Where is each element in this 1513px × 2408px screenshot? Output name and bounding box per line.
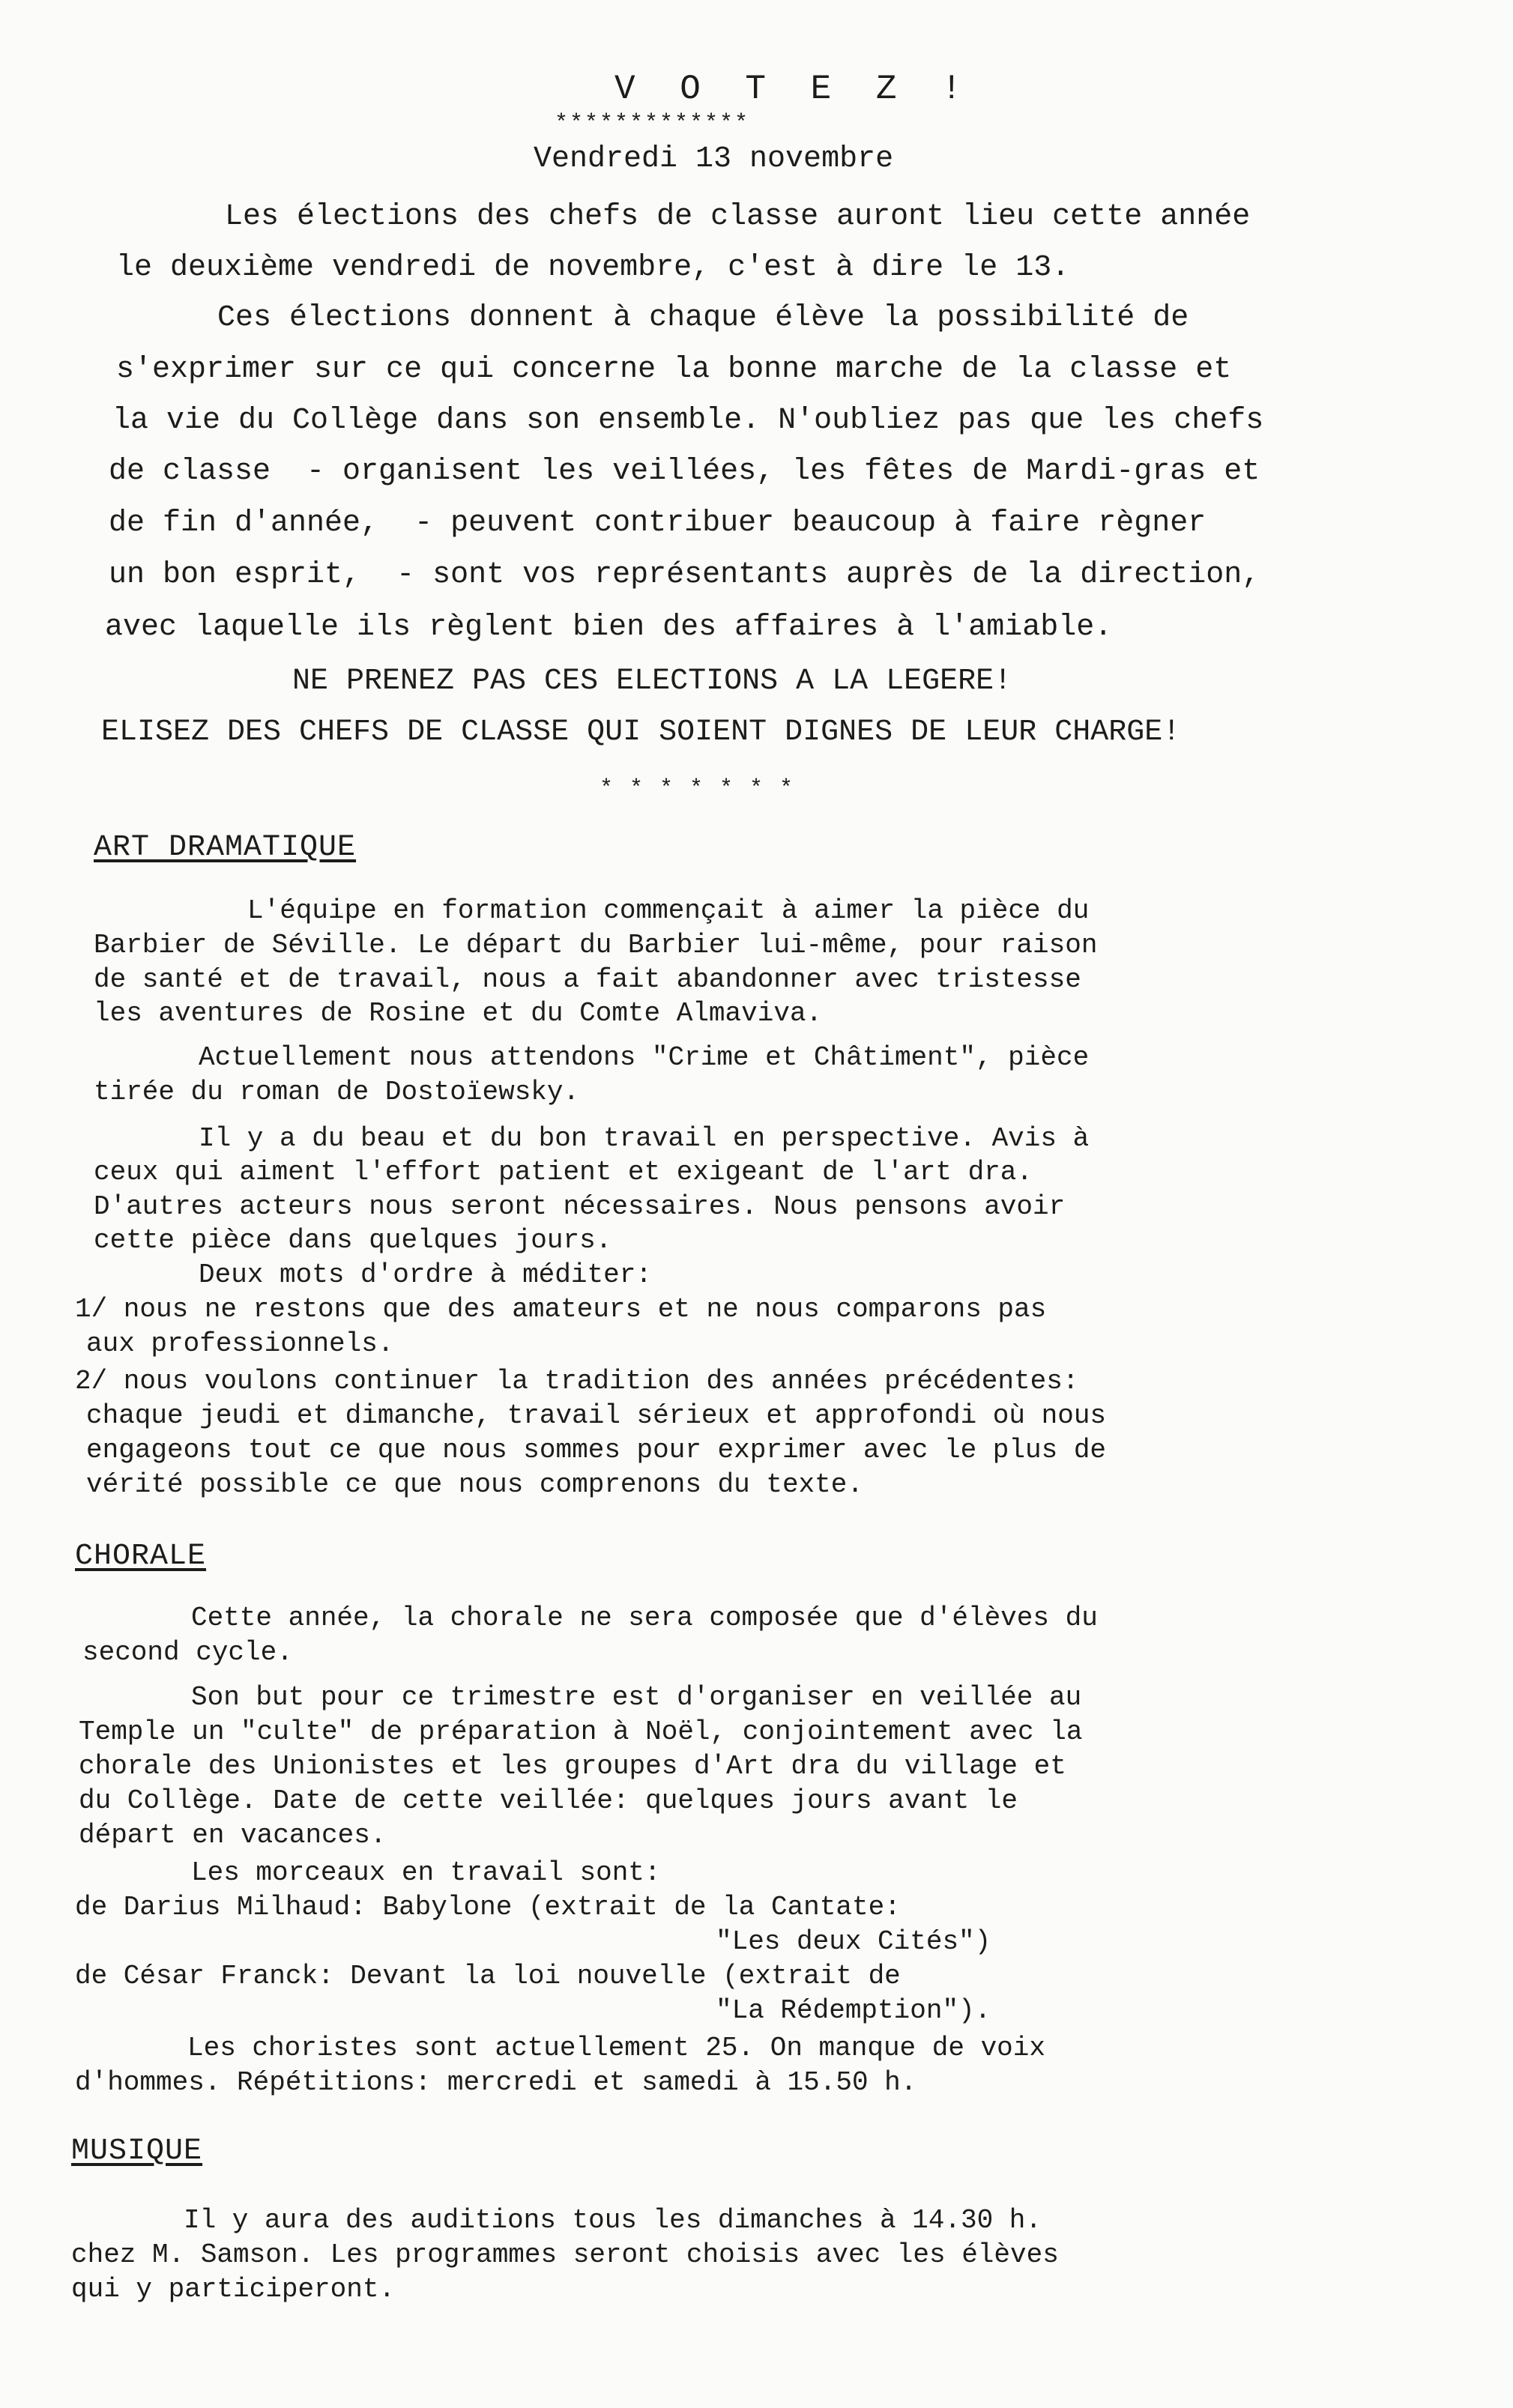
section-heading-art-dramatique: ART DRAMATIQUE	[94, 831, 357, 865]
art-line: Deux mots d'ordre à méditer:	[199, 1259, 652, 1290]
chorale-line: chorale des Unionistes et les groupes d'Art dra du village et	[79, 1751, 1066, 1782]
art-line: Il y a du beau et du bon travail en perspective. Avis à	[199, 1123, 1090, 1154]
section-separator: * * * * * * *	[600, 776, 795, 802]
chorale-line: Les choristes sont actuellement 25. On manque de voix	[187, 2033, 1045, 2063]
chorale-line: Son but pour ce trimestre est d'organiser en veillée au	[191, 1682, 1082, 1713]
votez-line: s'exprimer sur ce qui concerne la bonne marche de la classe et	[116, 353, 1232, 387]
chorale-line: Temple un "culte" de préparation à Noël, conjointement avec la	[79, 1716, 1083, 1747]
election-date: Vendredi 13 novembre	[534, 142, 894, 176]
art-line: D'autres acteurs nous seront nécessaires. Nous pensons avoir	[94, 1191, 1066, 1222]
chorale-line: de Darius Milhaud: Babylone (extrait de la Cantate:	[75, 1892, 901, 1923]
shout-line: ELISEZ DES CHEFS DE CLASSE QUI SOIENT DIGNES DE LEUR CHARGE!	[101, 716, 1181, 749]
chorale-line: départ en vacances.	[79, 1820, 387, 1851]
art-line: ceux qui aiment l'effort patient et exigeant de l'art dra.	[94, 1157, 1033, 1188]
chorale-line: "Les deux Cités")	[716, 1926, 991, 1957]
art-line: tirée du roman de Dostoïewsky.	[94, 1077, 580, 1107]
musique-line: Il y aura des auditions tous les dimanches à 14.30 h.	[184, 2205, 1042, 2236]
votez-line: de fin d'année, - peuvent contribuer beaucoup à faire règner	[109, 506, 1207, 540]
votez-line: de classe - organisent les veillées, les fêtes de Mardi-gras et	[109, 455, 1260, 488]
section-heading-chorale: CHORALE	[75, 1540, 207, 1573]
musique-line: qui y participeront.	[71, 2274, 396, 2305]
art-line: les aventures de Rosine et du Comte Almaviva.	[94, 998, 823, 1029]
votez-line: un bon esprit, - sont vos représentants auprès de la direction,	[109, 558, 1260, 592]
title-votez: V O T E Z !	[614, 70, 974, 109]
shout-line: NE PRENEZ PAS CES ELECTIONS A LA LEGERE!	[292, 665, 1012, 698]
chorale-line: second cycle.	[82, 1637, 293, 1668]
chorale-line: d'hommes. Répétitions: mercredi et samedi à 15.50 h.	[75, 2067, 917, 2098]
votez-line: la vie du Collège dans son ensemble. N'oubliez pas que les chefs	[112, 404, 1264, 438]
votez-line: avec laquelle ils règlent bien des affaires à l'amiable.	[105, 611, 1113, 644]
art-line: 1/ nous ne restons que des amateurs et ne nous comparons pas	[75, 1294, 1047, 1325]
title-stars: *************	[555, 111, 750, 136]
chorale-line: "La Rédemption").	[716, 1995, 991, 2026]
art-line: Actuellement nous attendons "Crime et Châtiment", pièce	[199, 1042, 1090, 1073]
chorale-line: de César Franck: Devant la loi nouvelle (extrait de	[75, 1961, 901, 1991]
art-line: L'équipe en formation commençait à aimer la pièce du	[247, 895, 1090, 926]
chorale-line: du Collège. Date de cette veillée: quelques jours avant le	[79, 1785, 1018, 1816]
art-line: cette pièce dans quelques jours.	[94, 1225, 612, 1256]
art-line: aux professionnels.	[86, 1328, 394, 1359]
votez-line: Ces élections donnent à chaque élève la possibilité de	[217, 301, 1189, 335]
art-line: Barbier de Séville. Le départ du Barbier lui-même, pour raison	[94, 930, 1098, 961]
art-line: vérité possible ce que nous comprenons du texte.	[86, 1469, 863, 1500]
art-line: de santé et de travail, nous a fait abandonner avec tristesse	[94, 964, 1081, 995]
section-heading-musique: MUSIQUE	[71, 2135, 203, 2168]
art-line: 2/ nous voulons continuer la tradition des années précédentes:	[75, 1366, 1079, 1397]
art-line: engageons tout ce que nous sommes pour exprimer avec le plus de	[86, 1435, 1107, 1465]
chorale-line: Les morceaux en travail sont:	[191, 1857, 661, 1888]
musique-line: chez M. Samson. Les programmes seront choisis avec les élèves	[71, 2239, 1059, 2270]
chorale-line: Cette année, la chorale ne sera composée que d'élèves du	[191, 1603, 1098, 1633]
votez-line: le deuxième vendredi de novembre, c'est à dire le 13.	[116, 251, 1070, 285]
art-line: chaque jeudi et dimanche, travail sérieux et approfondi où nous	[86, 1400, 1107, 1431]
votez-line: Les élections des chefs de classe auront lieu cette année	[225, 200, 1251, 234]
